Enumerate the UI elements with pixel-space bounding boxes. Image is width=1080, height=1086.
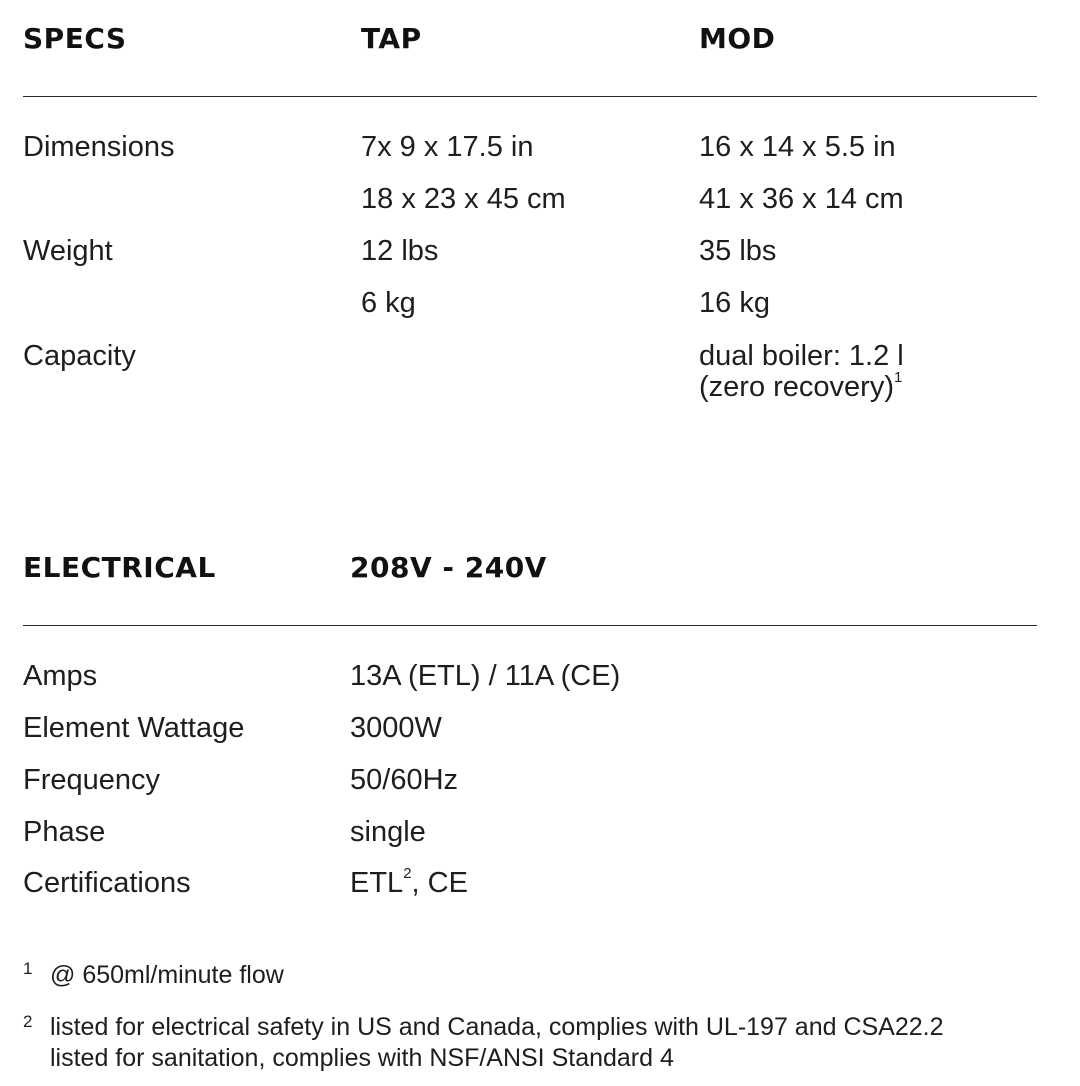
cert-etl: ETL [350, 867, 404, 899]
elec-label-element-wattage: Element Wattage [23, 712, 245, 744]
spec-mod-capacity: dual boiler: 1.2 l [699, 340, 904, 372]
spec-tap-weight-lbs: 12 lbs [361, 235, 439, 267]
spec-mod-dimensions-cm: 41 x 36 x 14 cm [699, 183, 904, 215]
spec-tap-dimensions-in: 7x 9 x 17.5 in [361, 131, 534, 163]
footnote-ref-1[interactable]: 1 [894, 369, 903, 387]
spec-tap-weight-kg: 6 kg [361, 287, 416, 319]
spec-label-capacity: Capacity [23, 340, 136, 372]
spec-label-weight: Weight [23, 235, 113, 267]
elec-label-frequency: Frequency [23, 764, 161, 796]
footnote-text-1: @ 650ml/minute flow [50, 961, 284, 989]
elec-value-amps: 13A (ETL) / 11A (CE) [350, 660, 621, 692]
elec-label-phase: Phase [23, 816, 106, 848]
spec-mod-weight-lbs: 35 lbs [699, 235, 777, 267]
electrical-divider [23, 625, 1037, 626]
footnote-text-2-line-1: listed for electrical safety in US and Canada, complies with UL-197 and CSA22.2 [50, 1013, 944, 1041]
elec-value-frequency: 50/60Hz [350, 764, 459, 796]
electrical-heading: ELECTRICAL [23, 551, 216, 584]
tap-column-heading: TAP [361, 22, 422, 55]
cert-ce: , CE [411, 867, 468, 899]
capacity-note-text: (zero recovery) [699, 371, 894, 403]
elec-label-certifications: Certifications [23, 867, 191, 899]
footnote-text-2-line-2: listed for sanitation, complies with NSF/ANSI Standard 4 [50, 1044, 674, 1072]
elec-value-element-wattage: 3000W [350, 712, 442, 744]
spec-mod-weight-kg: 16 kg [699, 287, 770, 319]
footnote-ref-2[interactable]: 2 [403, 865, 412, 883]
mod-column-heading: MOD [699, 22, 776, 55]
footnote-number-1: 1 [23, 959, 33, 978]
spec-mod-capacity-note [699, 371, 902, 403]
specs-divider [23, 96, 1037, 97]
spec-tap-dimensions-cm: 18 x 23 x 45 cm [361, 183, 566, 215]
elec-value-certifications [350, 867, 468, 899]
footnote-number-2: 2 [23, 1012, 33, 1031]
elec-value-phase: single [350, 816, 426, 848]
spec-label-dimensions: Dimensions [23, 131, 175, 163]
elec-label-amps: Amps [23, 660, 98, 692]
voltage-column-heading: 208V - 240V [350, 551, 547, 584]
specs-heading: SPECS [23, 22, 127, 55]
spec-mod-dimensions-in: 16 x 14 x 5.5 in [699, 131, 896, 163]
